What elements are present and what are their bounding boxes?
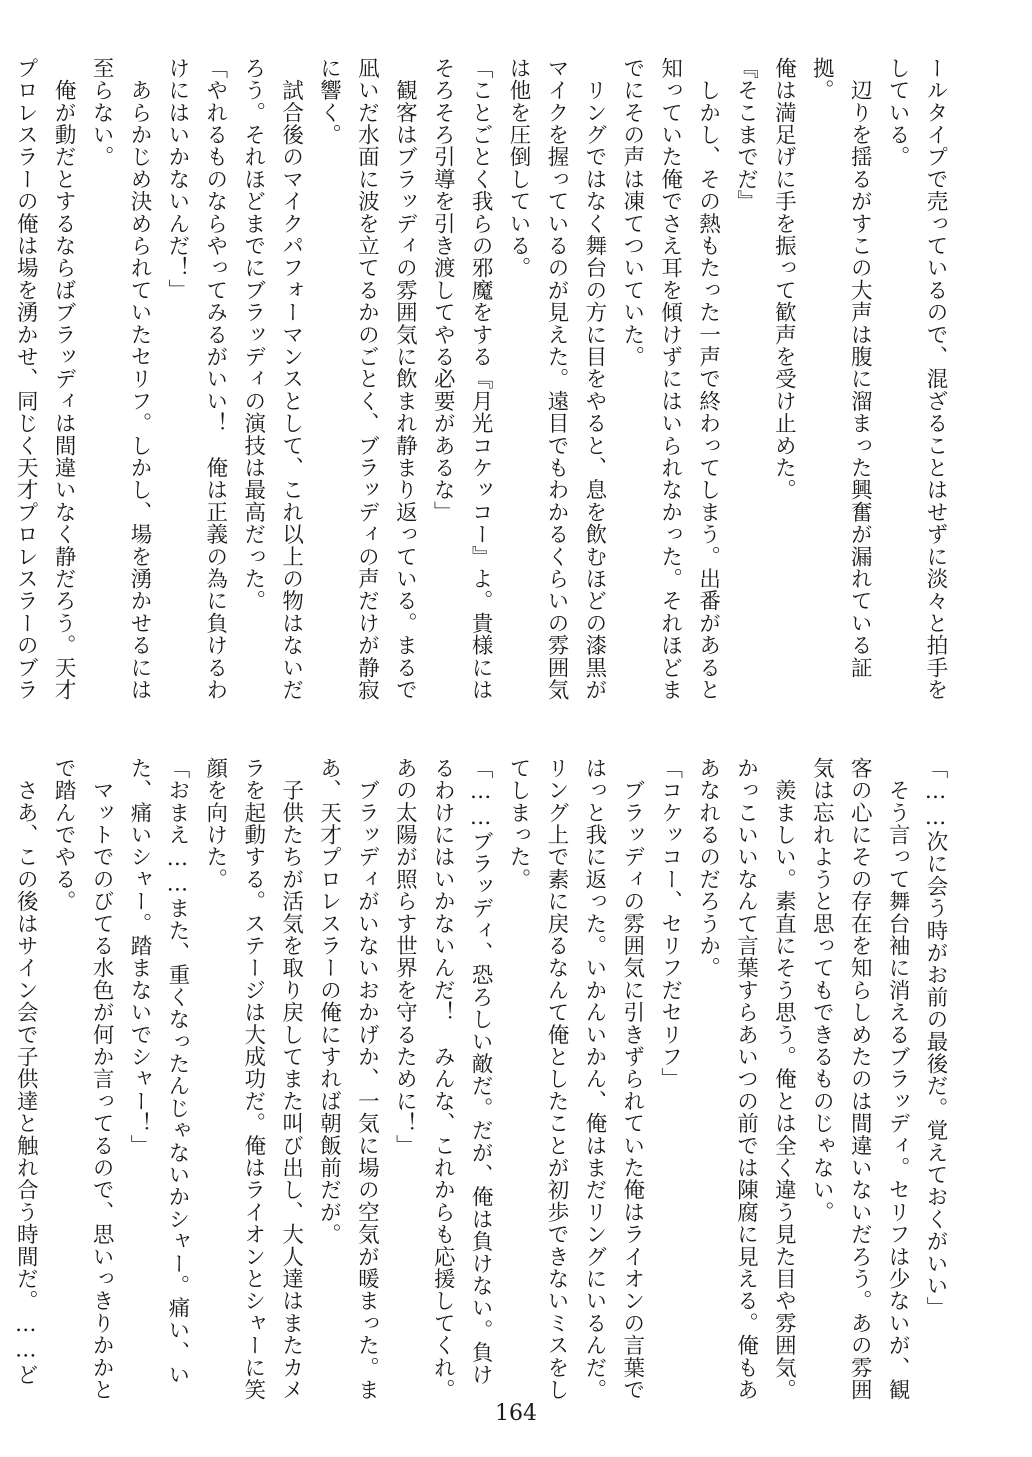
paragraph: あらかじめ決められていたセリフ。しかし、場を湧かせるには至らない。 [89, 57, 152, 701]
paragraph: 俺は満足げに手を振って歓声を受け止めた。 [771, 57, 797, 501]
paragraph: マットでのびてる水色が何か言ってるので、思いっきりかかとで踏んでやる。 [51, 757, 115, 1401]
paragraph: 「……ブラッディ、恐ろしい敵だ。だが、俺は負けない。負けるわけにはいかないんだ！ みんな、これからも応援してくれ。あの太陽が照らす世界を守るために！」 [392, 757, 494, 1401]
paragraph: 観客はブラッディの雰囲気に飲まれ静まり返っている。まるで凪いだ水面に波を立てるかのごとく、ブラッディの声だけが静寂に響く。 [316, 57, 418, 701]
paragraph: しかし、その熱もたった一声で終わってしまう。出番があると知っていた俺でさえ耳を傾けずにはいられなかった。それほどまでにその声は凍てついていた。 [619, 57, 721, 701]
paragraph: さあ、この後はサイン会で子供達と触れ合う時間だ。……ど [13, 779, 39, 1386]
paragraph: そう言って舞台袖に消えるブラッディ。セリフは少ないが、観客の心にその存在を知らしめたのは間違いないだろう。あの雰囲気は忘れようと思ってもできるものじゃない。 [809, 757, 911, 1401]
paragraph: ブラッディの雰囲気に引きずられていた俺はライオンの言葉ではっと我に返った。いかんいかん、俺はまだリングにいるんだ。リング上で素に戻るなんて俺としたことが初歩できないミスをしてしまった。 [506, 757, 645, 1401]
paragraph: 「やれるものならやってみるがいい！ 俺は正義の為に負けるわけにはいかないんだ！」 [164, 57, 228, 701]
paragraph: リングではなく舞台の方に目をやると、息を飲むほどの漆黒がマイクを握っているのが見えた。遠目でもわかるくらいの雰囲気は他を圧倒している。 [506, 57, 607, 701]
paragraph: 「コケッコー、セリフだセリフ」 [657, 757, 683, 1090]
paragraph: ールタイプで売っているので、混ざることはせずに淡々と拍手をしている。 [885, 57, 948, 701]
paragraph: ブラッディがいないおかげか、一気に場の空気が暖まった。まあ、天才プロレスラーの俺にすれば朝飯前だが。 [316, 757, 380, 1401]
paragraph: 辺りを揺るがすこの大声は腹に溜まった興奮が漏れている証拠。 [809, 57, 873, 679]
lower-text-block [13, 757, 954, 1407]
paragraph: 羨ましい。素直にそう思う。俺とは全く違う見た目や雰囲気。かっこいいなんて言葉すらあいつの前では陳腐に見える。俺もああなれるのだろうか。 [695, 757, 797, 1401]
paragraph: 子供たちが活気を取り戻してまた叫び出し、大人達はまたカメラを起動する。ステージは大成功だ。俺はライオンとシャーに笑顔を向けた。 [202, 757, 304, 1401]
paragraph: 「おまえ……また、重くなったんじゃないかシャー。痛い、いた、痛いシャー。踏まないでシャー！」 [126, 757, 190, 1386]
paragraph: 俺が動だとするならばブラッディは間違いなく静だろう。天才プロレスラーの俺は場を湧かせ、同じく天才プロレスラーのブラ [13, 57, 77, 701]
paragraph: 試合後のマイクパフォーマンスとして、これ以上の物はないだろう。それほどまでにブラッディの演技は最高だった。 [240, 57, 304, 701]
paragraph: 「ことごとく我らの邪魔をする『月光コケッコー』よ。貴様にはそろそろ引導を引き渡してやる必要があるな」 [430, 57, 494, 701]
paragraph: 「……次に会う時がお前の最後だ。覚えておくがいい」 [923, 757, 948, 1319]
paragraph-quote-heading: 『そこまでだ』 [733, 57, 759, 213]
upper-text-block [13, 57, 954, 707]
page-number: 164 [495, 1401, 537, 1426]
